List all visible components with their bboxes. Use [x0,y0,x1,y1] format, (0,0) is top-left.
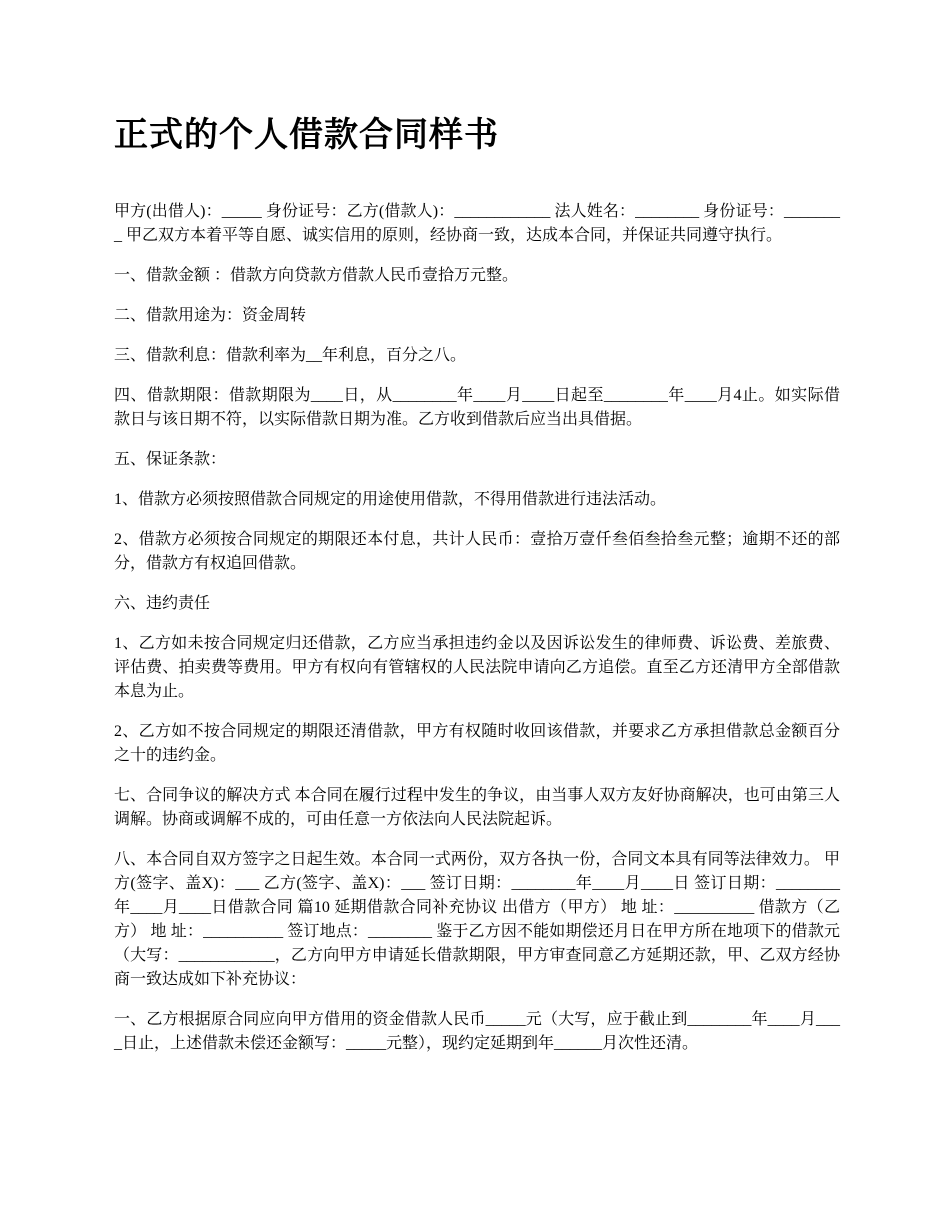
supplement-item-1: 一、乙方根据原合同应向甲方借用的资金借款人民币_____元（大写，应于截止到________年____月____日止，上述借款未偿还金额写：_____元整），现约定延期到年______月次性还清。 [114,1011,840,1052]
guarantee-item-1: 1、借款方必须按照借款合同规定的用途使用借款，不得用借款进行违法活动。 [114,491,667,508]
intro-paragraph: 甲方(出借人)：_____ 身份证号：乙方(借款人)：____________ 法人姓名：________ 身份证号：________ 甲乙双方本着平等自愿、诚实信用的原则，经协商一致，达成本合同，并保证共同遵守执行。 [114,203,840,244]
clause-loan-term: 四、借款期限：借款期限为____日，从________年____月____日起至________年____月4止。如实际借款日与该日期不符，以实际借款日期为准。乙方收到借款后应当出具借据。 [114,387,840,428]
breach-item-1: 1、乙方如未按合同规定归还借款，乙方应当承担违约金以及因诉讼发生的律师费、诉讼费、差旅费、评估费、拍卖费等费用。甲方有权向有管辖权的人民法院申请向乙方追偿。直至乙方还清甲方全部借款本息为止。 [114,635,840,700]
clause-loan-purpose: 二、借款用途为：资金周转 [114,307,307,324]
clause-effectiveness-and-supplement: 八、本合同自双方签字之日起生效。本合同一式两份，双方各执一份，合同文本具有同等法律效力。 甲方(签字、盖X)：___ 乙方(签字、盖X)：___ 签订日期：________年____月____日 签订日期：________年____月____日借款合同 篇10 延期借款合同补充协议 出借方（甲方） 地 址：__________ 借款方（乙方） 地 址：__________ 签订地点：________ 鉴于乙方因不能如期偿还月日在甲方所在地项下的借款元（大写：____________，乙方向甲方申请延长借款期限，甲方审查同意乙方延期还款，甲、乙双方经协商一致达成如下补充协议： [114,851,840,988]
document-title: 正式的个人借款合同样书 [114,117,499,154]
clause-loan-interest: 三、借款利息：借款利率为__年利息，百分之八。 [114,347,467,364]
document-page [114,112,840,1072]
clause-loan-amount: 一、借款金额 ：借款方向贷款方借款人民币壹拾万元整。 [114,267,519,284]
clause-dispute-resolution: 七、合同争议的解决方式 本合同在履行过程中发生的争议，由当事人双方友好协商解决，也可由第三人调解。协商或调解不成的，可由任意一方依法向人民法院起诉。 [114,787,840,828]
breach-item-2: 2、乙方如不按合同规定的期限还清借款，甲方有权随时收回该借款，并要求乙方承担借款总金额百分之十的违约金。 [114,723,840,764]
clause-guarantee-heading: 五、保证条款： [114,451,227,468]
guarantee-item-2: 2、借款方必须按合同规定的期限还本付息，共计人民币：壹拾万壹仟叁佰叁拾叁元整；逾期不还的部分，借款方有权追回借款。 [114,531,840,572]
clause-breach-heading: 六、违约责任 [114,595,211,612]
